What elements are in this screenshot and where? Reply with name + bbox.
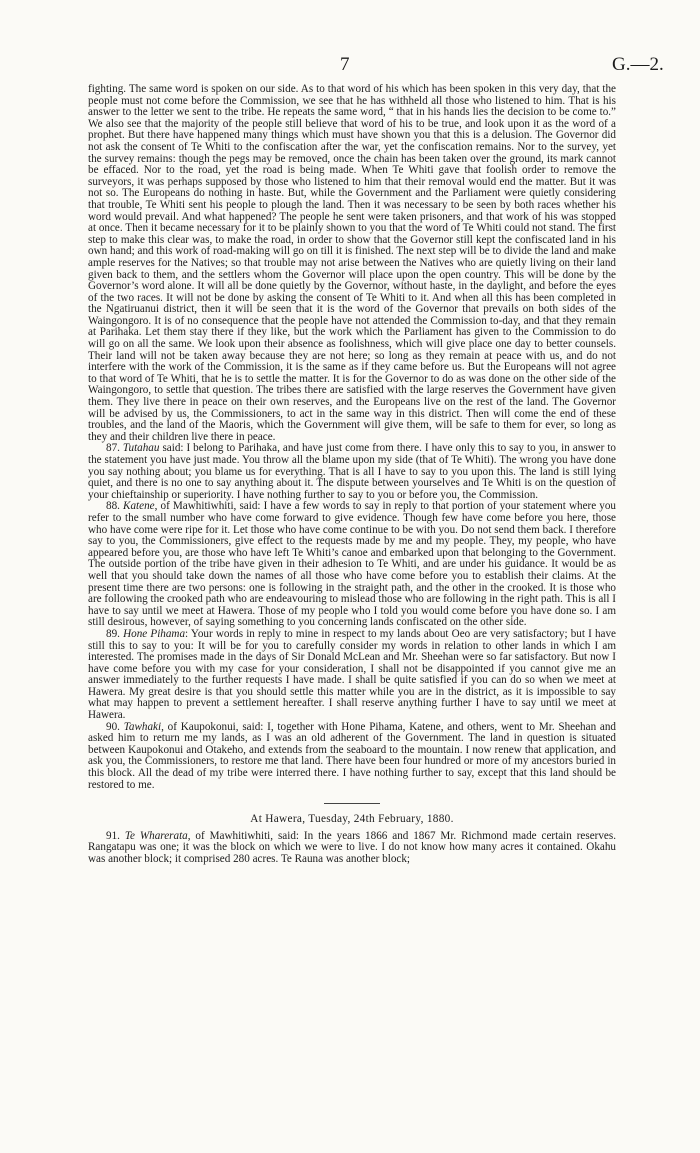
body-paragraph: 87. Tutahau said: I belong to Parihaka, and have just come from there. I have only this to say to you, in answer to the statement you have just made. You throw all the blame upon my side (that of Te Whiti). The wrong you have done you say nothing about; you blame us for everything. That is all I have to say to you upon this. The land is still lying quiet, and there is no one to say anything about it. The dispute between yourselves and Te Whiti is on the question of your chieftainship or superiority. I have nothing further to say to you or before you, the Commission. — [88, 442, 616, 501]
document-series-number: G.—2. — [612, 54, 664, 75]
page-number: 7 — [340, 54, 350, 75]
body-paragraph: 91. Te Wharerata, of Mawhitiwhiti, said: In the years 1866 and 1867 Mr. Richmond made certain reserves. Rangatapu was one; it was the block on which we were to live. I do not know how many acres it contained. Okahu was another block; it comprised 280 acres. Te Rauna was another block; — [88, 829, 616, 865]
body-paragraph: 90. Tawhaki, of Kaupokonui, said: I, together with Hone Pihama, Katene, and others, went to Mr. Sheehan and asked him to return me my lands, as I was an old adherent of the Government. The land in question is situated between Kaupokonui and Otakeho, and extends from the seaboard to the mountain. I now renew that application, and ask you, the Commissioners, to restore me that land. There have been four hundred or more of my ancestors buried in this block. All the dead of my tribe were interred there. I have nothing further to say, except that this land should be restored to me. — [88, 720, 617, 791]
body-paragraph: 88. Katene, of Mawhitiwhiti, said: I have a few words to say in reply to that portion of your statement where you refer to the small number who have come forward to give evidence. Though few have come before you here, those who have come were ripe for it. Let those who have come continue to be with you. Do not send them back. I therefore say to you, the Commissioners, give effect to the requests made by me and my people. They, my people, who have appeared before you, are those who have left Te Whiti’s canoe and embarked upon that belonging to the Government. The outside portion of the tribe have given in their adhesion to Te Whiti, and are under his guidance. It would be as well that you should take down the names of all those who have come before you to establish their claims. At the present time there are two persons: one is following in the straight path, and the other in the crooked. It is those who are following the crooked path who are endeavouring to mislead those who are following in the right path. This is all I have to say until we meet at Hawera. Those of my people who I told you would come before you have done so. I am still desirous, however, of saying something to you concerning lands confiscated on the other side. — [88, 500, 616, 629]
speaker-name: Tawhaki — [123, 720, 162, 733]
body-paragraph: fighting. The same word is spoken on our side. As to that word of his which has been spoken in this very day, that the people must not come before the Commission, we see that he has withheld all those who listened to him. That is his answer to the letter we sent to the tribe. He repeats the same word, “ that in his hands lies the decision to be come to.” We also see that the majority of the people still believe that word of his to be true, and look upon it as the word of a prophet. But there have happened many things which must have shown you that this is a delusion. The Governor did not ask the consent of Te Whiti to the confiscation after the war, yet the confiscation remains. Nor to the survey, yet the survey remains: though the pegs may be removed, once the chain has been taken over the ground, its mark cannot be effaced. Nor to the road, yet the road is being made. When Te Whiti gave that foolish order to remove the surveyors, it was perhaps supposed by those who listened to him that their removal would end the matter. But it was not so. The Europeans do nothing in haste. But, while the Government and the Parliament were quietly considering that trouble, Te Whiti sent his people to plough the land. Then it was necessary to be seen by both races whether his word would prevail. And what happened? The people he sent were taken prisoners, and that work of his was stopped at once. Then it became necessary for it to be plainly shown to you that the word of Te Whiti could not stand. The first step to make this clear was, to make the road, in order to show that the Governor still kept the confiscated land in his own hand; and this work of road-making will go on till it is finished. The next step will be to divide the land and make ample reserves for the Natives; so that trouble may not arise between the Natives who are quietly living on their land given back to them, and the settlers whom the Governor will place upon the open country. This will be done by the Governor’s word alone. It will all be done quietly by the Governor, without haste, in the daylight, and before the eyes of the two races. It will not be done by asking the consent of Te Whiti to it. And when all this has been completed in the Ngatiruanui district, then it will be seen that it is the word of the Governor that prevails on both sides of the Waingongoro. It is of no consequence that the people have not attended the Commission to-day, and that they remain at Parihaka. Let them stay there if they like, but the work which the Parliament has given to the Commission to do will go on all the same. We look upon their absence as foolishness, which will give place one day to better counsels. Their land will not be taken away because they are not here; so long as they remain at peace with us, and do not interfere with the work of the Commission, it is the same as if they came before us. But the Europeans will not agree to that word of Te Whiti, that he is to settle the matter. It is for the Governor to do as was done on the other side of the Waingongoro, to settle that question. The tribes there are satisfied with the large reserves the Government have given them. They live there in peace on their own reserves, and the Europeans live on the rest of the land. The Governor will be advised by us, the Commissioners, to act in the same way in this district. Then will come the end of these troubles, and the land of the Maoris, which the Government will give them, will be safe to them for ever, so long as they and their children live there in peace. — [88, 83, 616, 443]
body-paragraph: 89. Hone Pihama: Your words in reply to mine in respect to my lands about Oeo are very satisfactory; but I have still this to say to you: It will be for you to carefully consider my words in relation to other lands in which I am interested. The promises made in the days of Sir Donald McLean and Mr. Sheehan were so far satisfactory. But now I have come before you with my case for your consideration, I shall not be disappointed if you cannot give me an answer immediately to the further requests I have made. I shall be quite satisfied if you can do so when we meet at Hawera. My great desire is that you should settle this matter while you are in the district, as it is impossible to say what may happen to prevent a settlement hereafter. I shall reserve anything further I have to say until we meet at Hawera. — [88, 627, 616, 722]
speaker-name: Te Wharerata — [124, 829, 188, 842]
section-paragraph-list — [88, 831, 616, 866]
paragraph-list — [88, 84, 616, 791]
page-body — [88, 84, 616, 866]
page-header — [0, 54, 700, 76]
section-divider — [324, 803, 380, 804]
section-heading: At Hawera, Tuesday, 24th February, 1880. — [250, 813, 454, 826]
speaker-name: Hone Pihama — [123, 627, 186, 640]
speaker-name: Katene — [123, 500, 155, 513]
speaker-name: Tutahau — [122, 442, 160, 455]
